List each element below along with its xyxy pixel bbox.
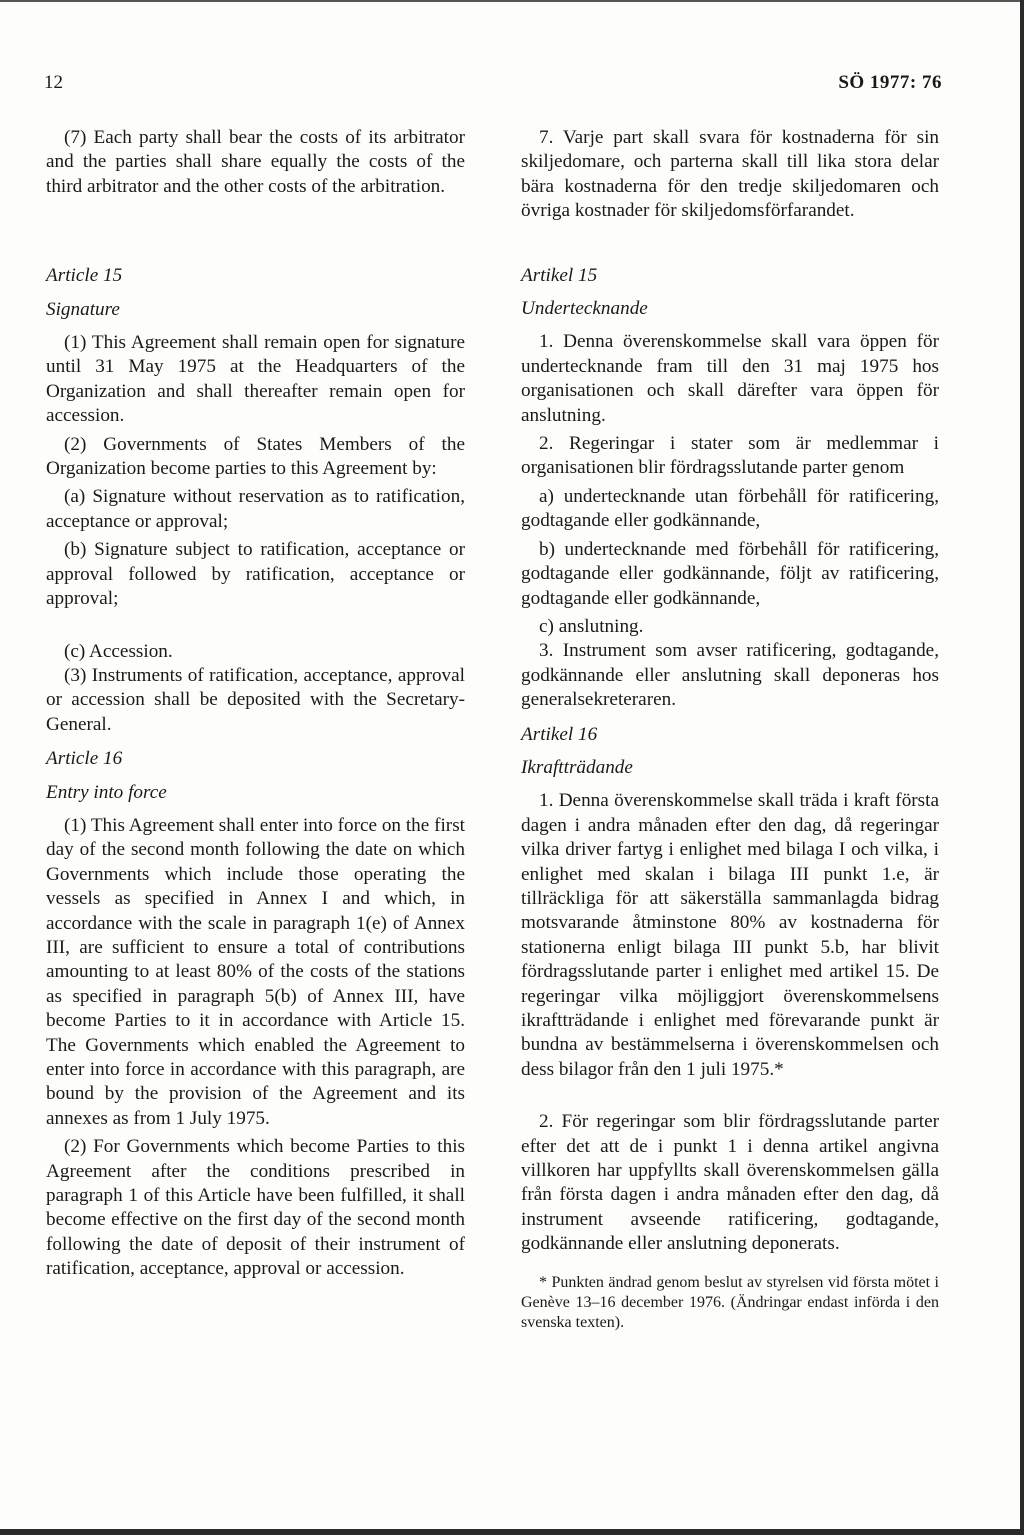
footnote: * Punkten ändrad genom beslut av styrelsen vid första mötet i Genève 13–16 december 1976. (Ändringar endast införda i den svenska texten). xyxy=(521,1273,939,1331)
artikel-16-paragraph-1: 1. Denna överenskommelse skall träda i kraft första dagen i andra månaden efter den dag, då regeringar vilka driver fartyg i enlighet med bilaga I och vilka, i enlighet med skalan i bilaga III punkt 1.e, är tillräckliga för att säkerställa sammanlagda bidrag motsvarande åtminstone 80% av kostnaderna för stationerna enligt bilaga III punkt 5.b, har blivit fördragsslutande parter i enlighet med artikel 15. De regeringar vilka möjliggjort överenskommelsens ikraftträdande i enlighet med förevarande punkt är bundna av bestämmelserna i överenskommelsen och dess bilagor från den 1 juli 1975.* xyxy=(521,790,939,1080)
document-reference: SÖ 1977: 76 xyxy=(838,72,942,93)
artikel-15-title: Undertecknande xyxy=(521,298,648,320)
artikel-16-title: Ikraftträdande xyxy=(521,756,633,778)
article-15-paragraph-1: (1) This Agreement shall remain open for signature until 31 May 1975 at the Headquarters of the Organization and shall thereafter remain open for accession. xyxy=(46,332,465,427)
english-column xyxy=(46,126,465,1282)
scan-edge-top xyxy=(0,0,1024,2)
scan-edge-right xyxy=(1020,0,1024,1535)
page-number: 12 xyxy=(44,72,63,93)
article-16-paragraph-1: (1) This Agreement shall enter into force on the first day of the second month following the date on which Governments which include those operating the vessels as specified in Annex I and which, in accordance with the scale in paragraph 1(e) of Annex III, are sufficient to ensure a total of contributions amounting to at least 80% of the costs of the stations as specified in paragraph 5(b) of Annex III, have become Parties to it in accordance with Article 15. The Governments which enabled the Agreement to enter into force in accordance with this paragraph, are bound by the provision of the Agreement and its annexes as from 1 July 1975. xyxy=(46,814,465,1129)
article-15-item-b: (b) Signature subject to ratification, acceptance or approval followed by ratification, acceptance or approval; xyxy=(46,539,465,610)
artikel-16-paragraph-2: 2. För regeringar som blir fördragsslutande parter efter det att de i punkt 1 i denna artikel angivna villkoren har uppfyllts skall överenskommelsen gälla från första dagen i andra månaden efter den dag, då instrument avseende ratificering, godtagande, godkännande eller anslutning deponerats. xyxy=(521,1111,939,1255)
article-15-paragraph-3: (3) Instruments of ratification, acceptance, approval or accession shall be deposited with the Secretary-General. xyxy=(46,664,465,735)
swedish-column xyxy=(521,126,939,1333)
artikel-15-heading: Artikel 15 xyxy=(521,264,598,286)
article-15-heading: Article 15 xyxy=(46,265,123,287)
artikel-15-paragraph-3: 3. Instrument som avser ratificering, godtagande, godkännande eller anslutning skall deponeras hos generalsekreteraren. xyxy=(521,640,939,711)
artikel-15-item-a: a) undertecknande utan förbehåll för ratificering, godtagande eller godkännande, xyxy=(521,485,939,532)
paragraph-7-sv: 7. Varje part skall svara för kostnaderna för sin skiljedomare, och parterna skall till lika stora delar bära kostnaderna för den tredje skiljedomaren och övriga kostnader för skiljedomsförfarandet. xyxy=(521,127,939,222)
artikel-16-heading: Artikel 16 xyxy=(521,723,598,745)
article-16-heading: Article 16 xyxy=(46,748,123,770)
article-16-paragraph-2: (2) For Governments which become Parties to this Agreement after the conditions prescribed in paragraph 1 of this Article have been fulfilled, it shall become effective on the first day of the second month following the date of deposit of their instrument of ratification, acceptance, approval or accession. xyxy=(46,1136,465,1280)
article-15-title: Signature xyxy=(46,298,120,320)
scan-edge-bottom xyxy=(0,1529,1024,1535)
article-16-title: Entry into force xyxy=(46,781,167,803)
article-15-item-c: (c) Accession. xyxy=(64,640,173,662)
paragraph-7: (7) Each party shall bear the costs of its arbitrator and the parties shall share equally the costs of the third arbitrator and the other costs of the arbitration. xyxy=(46,127,465,197)
artikel-15-item-c: c) anslutning. xyxy=(539,615,644,637)
article-15-paragraph-2: (2) Governments of States Members of the Organization become parties to this Agreement by: xyxy=(46,433,465,480)
artikel-15-paragraph-2: 2. Regeringar i stater som är medlemmar i organisationen blir fördragsslutande parter genom xyxy=(521,433,939,479)
artikel-15-item-b: b) undertecknande med förbehåll för ratificering, godtagande eller godkännande, följt av ratificering, godtagande eller godkännande, xyxy=(521,538,939,609)
article-15-item-a: (a) Signature without reservation as to ratification, acceptance or approval; xyxy=(46,486,465,532)
artikel-15-paragraph-1: 1. Denna överenskommelse skall vara öppen för undertecknande fram till den 31 maj 1975 hos organisationen och skall därefter vara öppen för anslutning. xyxy=(521,331,939,426)
